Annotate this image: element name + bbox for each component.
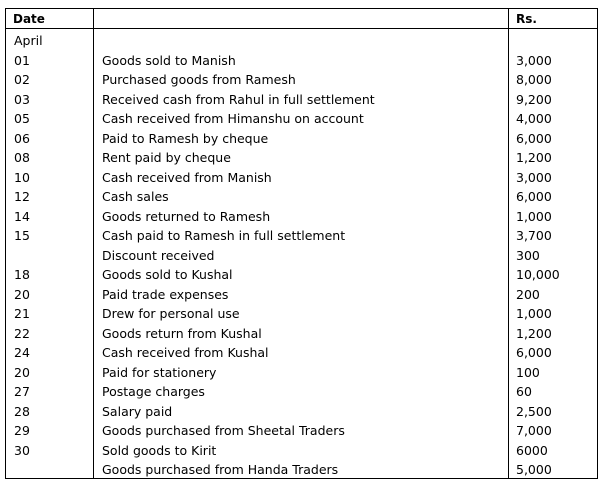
- date-cell: 22: [14, 325, 30, 341]
- particulars-cell: Cash paid to Ramesh in full settlement: [102, 228, 346, 243]
- particulars-cell: Goods returned to Ramesh: [102, 208, 271, 224]
- particulars-cell: Cash received from Kushal: [102, 345, 269, 360]
- table-row: [6, 31, 597, 51]
- table-row: [6, 402, 597, 422]
- particulars-cell: Paid trade expenses: [102, 286, 229, 302]
- table-row: [6, 382, 597, 402]
- table-row: [6, 285, 597, 305]
- amount-cell: 1,000: [516, 208, 552, 224]
- table-row: [6, 304, 597, 324]
- date-cell: 29: [14, 423, 30, 438]
- table-row: [6, 148, 597, 168]
- table-row: [6, 324, 597, 344]
- date-cell: 14: [14, 208, 30, 224]
- date-cell: 18: [14, 267, 30, 282]
- amount-cell: 6,000: [516, 189, 552, 204]
- particulars-cell: Discount received: [102, 247, 215, 263]
- table-row: [6, 421, 597, 441]
- date-column-header: Date: [13, 12, 45, 26]
- date-cell: 21: [14, 306, 30, 321]
- date-cell: 05: [14, 111, 30, 126]
- date-cell: 10: [14, 169, 30, 185]
- date-cell: 20: [14, 286, 30, 302]
- table-row: [6, 187, 597, 207]
- table-row: [6, 207, 597, 227]
- particulars-cell: Paid to Ramesh by cheque: [102, 130, 269, 146]
- particulars-cell: Drew for personal use: [102, 306, 240, 321]
- amount-cell: 9,200: [516, 91, 552, 107]
- date-cell: 03: [14, 91, 30, 107]
- particulars-cell: Postage charges: [102, 384, 205, 399]
- particulars-cell: Cash received from Manish: [102, 169, 272, 185]
- amount-cell: 6,000: [516, 130, 552, 146]
- particulars-cell: Goods purchased from Sheetal Traders: [102, 423, 345, 438]
- particulars-cell: Salary paid: [102, 403, 173, 419]
- amount-cell: 1,200: [516, 150, 552, 165]
- amount-cell: 5,000: [516, 462, 552, 477]
- amount-cell: 1,000: [516, 306, 552, 321]
- date-cell: 08: [14, 150, 30, 165]
- particulars-cell: Goods sold to Kushal: [102, 267, 233, 282]
- date-cell: April: [14, 33, 43, 48]
- header-divider: [6, 28, 597, 29]
- amount-column-header: Rs.: [516, 12, 537, 26]
- transactions-table: [5, 8, 598, 479]
- particulars-cell: Paid for stationery: [102, 364, 217, 380]
- particulars-cell: Goods purchased from Handa Traders: [102, 462, 339, 477]
- particulars-cell: Purchased goods from Ramesh: [102, 72, 296, 87]
- table-row: [6, 246, 597, 266]
- date-cell: 27: [14, 384, 30, 399]
- particulars-cell: Goods return from Kushal: [102, 325, 262, 341]
- table-row: [6, 90, 597, 110]
- amount-cell: 1,200: [516, 325, 552, 341]
- amount-cell: 3,000: [516, 52, 552, 68]
- table-row: [6, 51, 597, 71]
- table-row: [6, 109, 597, 129]
- particulars-cell: Goods sold to Manish: [102, 52, 236, 68]
- table-row: [6, 70, 597, 90]
- particulars-cell: Received cash from Rahul in full settlement: [102, 91, 375, 107]
- table-row: [6, 363, 597, 383]
- amount-cell: 60: [516, 384, 532, 399]
- date-cell: 30: [14, 442, 30, 458]
- amount-cell: 2,500: [516, 403, 552, 419]
- table-row: [6, 129, 597, 149]
- particulars-cell: Cash sales: [102, 189, 169, 204]
- table-row: [6, 343, 597, 363]
- date-cell: 15: [14, 228, 30, 243]
- date-cell: 02: [14, 72, 30, 87]
- table-body: [6, 31, 597, 480]
- table-row: [6, 168, 597, 188]
- amount-cell: 3,000: [516, 169, 552, 185]
- amount-cell: 300: [516, 247, 540, 263]
- amount-cell: 7,000: [516, 423, 552, 438]
- date-cell: 06: [14, 130, 30, 146]
- amount-cell: 100: [516, 364, 540, 380]
- amount-cell: 6,000: [516, 345, 552, 360]
- particulars-cell: Rent paid by cheque: [102, 150, 231, 165]
- date-cell: 28: [14, 403, 30, 419]
- date-cell: 24: [14, 345, 30, 360]
- date-cell: 12: [14, 189, 30, 204]
- table-row: [6, 441, 597, 461]
- amount-cell: 3,700: [516, 228, 552, 243]
- table-row: [6, 460, 597, 480]
- amount-cell: 8,000: [516, 72, 552, 87]
- amount-cell: 10,000: [516, 267, 560, 282]
- particulars-cell: Cash received from Himanshu on account: [102, 111, 364, 126]
- amount-cell: 200: [516, 286, 540, 302]
- particulars-cell: Sold goods to Kirit: [102, 442, 217, 458]
- amount-cell: 4,000: [516, 111, 552, 126]
- table-row: [6, 226, 597, 246]
- date-cell: 20: [14, 364, 30, 380]
- table-row: [6, 265, 597, 285]
- amount-cell: 6000: [516, 442, 548, 458]
- date-cell: 01: [14, 52, 30, 68]
